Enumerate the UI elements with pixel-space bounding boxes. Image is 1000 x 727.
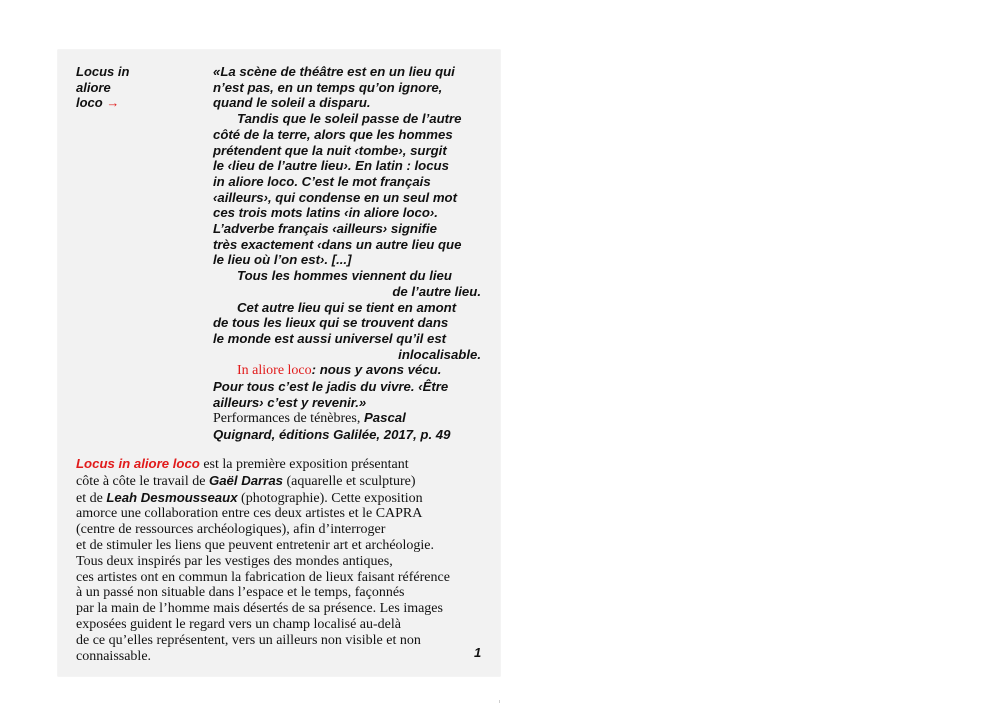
body-line: (centre de ressources archéologiques), afin d’interroger: [76, 522, 386, 538]
quote-line: Tous les hommes viennent du lieu: [237, 268, 452, 284]
quote-line: inlocalisable.: [398, 346, 481, 362]
side-title-line: Locus in: [76, 64, 130, 79]
body-line: et de stimuler les liens que peuvent entretenir art et archéologie.: [76, 537, 435, 553]
body-text: côte à côte le travail de: [76, 473, 209, 489]
quote-line: côté de la terre, alors que les hommes: [213, 126, 453, 142]
body-line: par la main de l’homme mais désertés de sa présence. Les images: [76, 601, 443, 617]
quote-line: ailleurs› c’est y revenir.»: [213, 394, 367, 410]
body-line: [76, 490, 486, 507]
crop-mark: [499, 700, 500, 703]
body-text: (aquarelle et sculpture): [282, 473, 416, 489]
body-line: [76, 456, 486, 473]
quote-highlight: In aliore loco: [237, 363, 312, 379]
body-text: et de: [76, 490, 107, 506]
artist-name: Gaël Darras: [208, 472, 283, 488]
quote-source: Quignard, éditions Galilée, 2017, p. 49: [213, 427, 451, 443]
quote-line: Cet autre lieu qui se tient en amont: [237, 299, 457, 315]
body-line: ces artistes ont en commun la fabrication de lieux faisant référence: [76, 569, 450, 585]
side-title: [76, 64, 129, 111]
quote-line: [213, 362, 481, 379]
artist-name: Leah Desmousseaux: [106, 489, 238, 505]
quote-text: : nous y avons vécu.: [311, 362, 442, 378]
quote-line: ‹ailleurs›, qui condense en un seul mot: [213, 189, 458, 205]
quote-line: de l’autre lieu.: [392, 283, 481, 299]
body-line: [76, 473, 486, 490]
quote-line: Pour tous c’est le jadis du vivre. ‹Être: [213, 379, 449, 395]
quote-line: Tandis que le soleil passe de l’autre: [237, 111, 462, 127]
body-line: Tous deux inspirés par les vestiges des mondes antiques,: [76, 553, 393, 569]
quote-line: le ‹lieu de l’autre lieu›. En latin : locus: [213, 158, 449, 174]
quote-source: [213, 410, 481, 427]
source-title: Performances de ténèbres,: [213, 411, 361, 427]
source-author: Pascal: [360, 410, 406, 426]
quote-line: in aliore loco. C’est le mot français: [213, 173, 431, 189]
quote-line: prétendent que la nuit ‹tombe›, surgit: [213, 142, 447, 158]
side-title-line: [76, 95, 129, 111]
body-line: amorce une collaboration entre ces deux artistes et le CAPRA: [76, 506, 423, 522]
quote-line: «La scène de théâtre est en un lieu qui: [213, 64, 455, 79]
quote-line: quand le soleil a disparu.: [213, 95, 371, 111]
body-line: exposées guident le regard vers un champ localisé au-delà: [76, 616, 401, 632]
side-title-word: loco: [76, 95, 103, 111]
body-line: à un passé non situable dans l’espace et le temps, façonnés: [76, 585, 405, 601]
body-line: connaissable.: [76, 648, 152, 664]
quote-line: très exactement ‹dans un autre lieu que: [213, 236, 462, 252]
quote-line: de tous les lieux qui se trouvent dans: [213, 315, 449, 331]
body-paragraph: [76, 456, 486, 664]
page-number: 1: [474, 645, 482, 660]
epigraph-quote: [213, 64, 481, 443]
quote-line: L’adverbe français ‹ailleurs› signifie: [213, 221, 438, 237]
body-text: est la première exposition présentant: [199, 457, 409, 472]
quote-line: le lieu où l’on est›. [...]: [213, 252, 352, 268]
quote-line: ces trois mots latins ‹in aliore loco›.: [213, 205, 438, 221]
body-text: (photographie). Cette exposition: [237, 490, 423, 506]
arrow-right-icon: →: [106, 95, 120, 111]
side-title-line: aliore: [76, 79, 111, 95]
quote-line: le monde est aussi universel qu’il est: [213, 330, 447, 346]
exhibition-title: Locus in aliore loco: [76, 456, 200, 471]
body-line: de ce qu’elles représentent, vers un ailleurs non visible et non: [76, 632, 421, 648]
quote-line: n’est pas, en un temps qu’on ignore,: [213, 79, 443, 95]
